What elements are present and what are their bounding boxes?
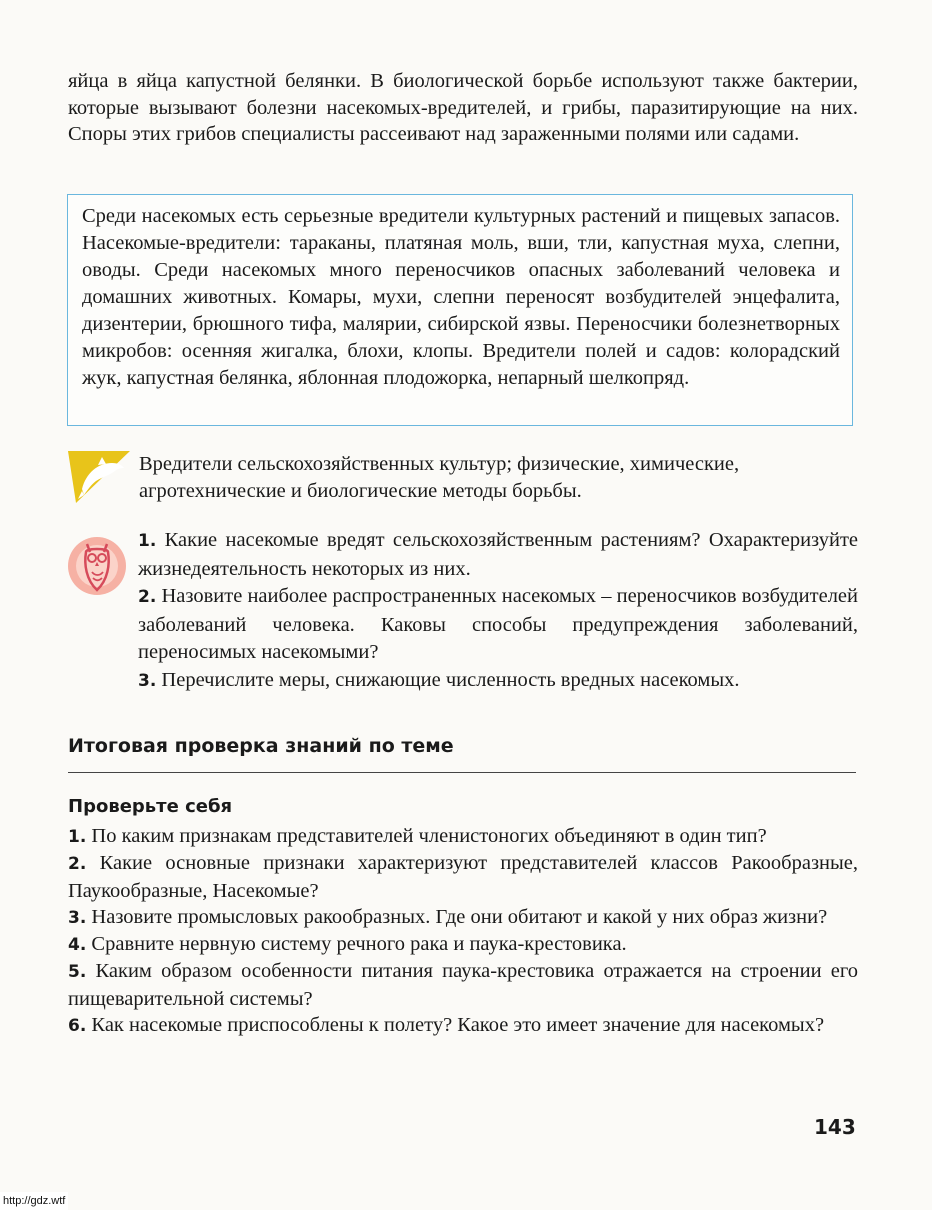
- question-text: Какие основные признаки характеризуют представителей классов Ракообразные, Паукообразные, Насекомые?: [68, 852, 859, 902]
- question-number: 6.: [68, 1016, 87, 1037]
- key-terms: Вредители сельскохозяйственных культур; физические, химические, агротехнические и биологические методы борьбы.: [139, 453, 740, 502]
- final-question: [68, 931, 858, 958]
- question-number: 3.: [138, 670, 157, 691]
- question-text: Перечислите меры, снижающие численность вредных насекомых.: [161, 668, 740, 691]
- question-text: Какие насекомые вредят сельскохозяйственным растениям? Охарактеризуйте жизнедеятельность некоторых из них.: [138, 529, 858, 580]
- question-number: 2.: [138, 587, 157, 607]
- question-number: 1.: [138, 531, 157, 551]
- final-questions-list: [68, 823, 858, 1039]
- final-question: [68, 904, 858, 931]
- final-question: [68, 850, 858, 904]
- review-question: [138, 583, 858, 667]
- question-text: Как насекомые приспособлены к полету? Какое это имеет значение для насекомых?: [91, 1014, 825, 1037]
- section-title: Итоговая проверка знаний по теме: [68, 735, 454, 757]
- section-subtitle: Проверьте себя: [68, 796, 233, 817]
- section-divider: [68, 772, 856, 773]
- final-question: [68, 823, 858, 850]
- final-question: [68, 958, 858, 1012]
- question-text: Назовите наиболее распространенных насекомых – переносчиков возбудителей заболеваний человека. Каковы способы предупреждения заболеваний, переносимых насекомыми?: [138, 585, 858, 663]
- question-number: 4.: [68, 935, 87, 956]
- dolphin-icon: [68, 451, 130, 503]
- question-number: 2.: [68, 854, 87, 875]
- watermark-link[interactable]: http://gdz.wtf: [0, 1192, 68, 1210]
- question-number: 3.: [68, 907, 87, 928]
- question-text: По каким признакам представителей членистоногих объединяют в один тип?: [91, 825, 767, 847]
- question-number: 1.: [68, 827, 87, 847]
- question-text: Сравните нервную систему речного рака и паука-крестовика.: [91, 933, 627, 956]
- page-number: 143: [814, 1115, 856, 1139]
- summary-text: Среди насекомых есть серьезные вредители культурных растений и пищевых запасов. Насекомые-вредители: тараканы, платяная моль, вши, тли, капустная муха, слепни, оводы. Среди насекомых много переносчиков опасных заболеваний человека и домашних животных. Комары, мухи, слепни переносят возбудителей энцефалита, дизентерии, брюшного тифа, малярии, сибирской язвы. Переносчики болезнетворных микробов: осенняя жигалка, блохи, клопы. Вредители полей и садов: колорадский жук, капустная белянка, яблонная плодожорка, непарный шелкопряд.: [82, 205, 840, 389]
- question-number: 5.: [68, 962, 87, 983]
- question-text: Каким образом особенности питания паука-крестовика отражается на строении его пищеварительной системы?: [68, 960, 859, 1010]
- final-question: [68, 1012, 858, 1039]
- review-questions: [138, 527, 858, 695]
- owl-icon: [66, 528, 128, 604]
- intro-paragraph: яйца в яйца капустной белянки. В биологической борьбе используют также бактерии, которые вызывают болезни насекомых-вредителей, и грибы, паразитирующие на них. Споры этих грибов специалисты рассеивают над зараженными полями или садами.: [68, 70, 858, 145]
- review-question: [138, 527, 858, 583]
- review-question: [138, 667, 858, 696]
- question-text: Назовите промысловых ракообразных. Где они обитают и какой у них образ жизни?: [91, 905, 828, 928]
- summary-box: [67, 194, 853, 426]
